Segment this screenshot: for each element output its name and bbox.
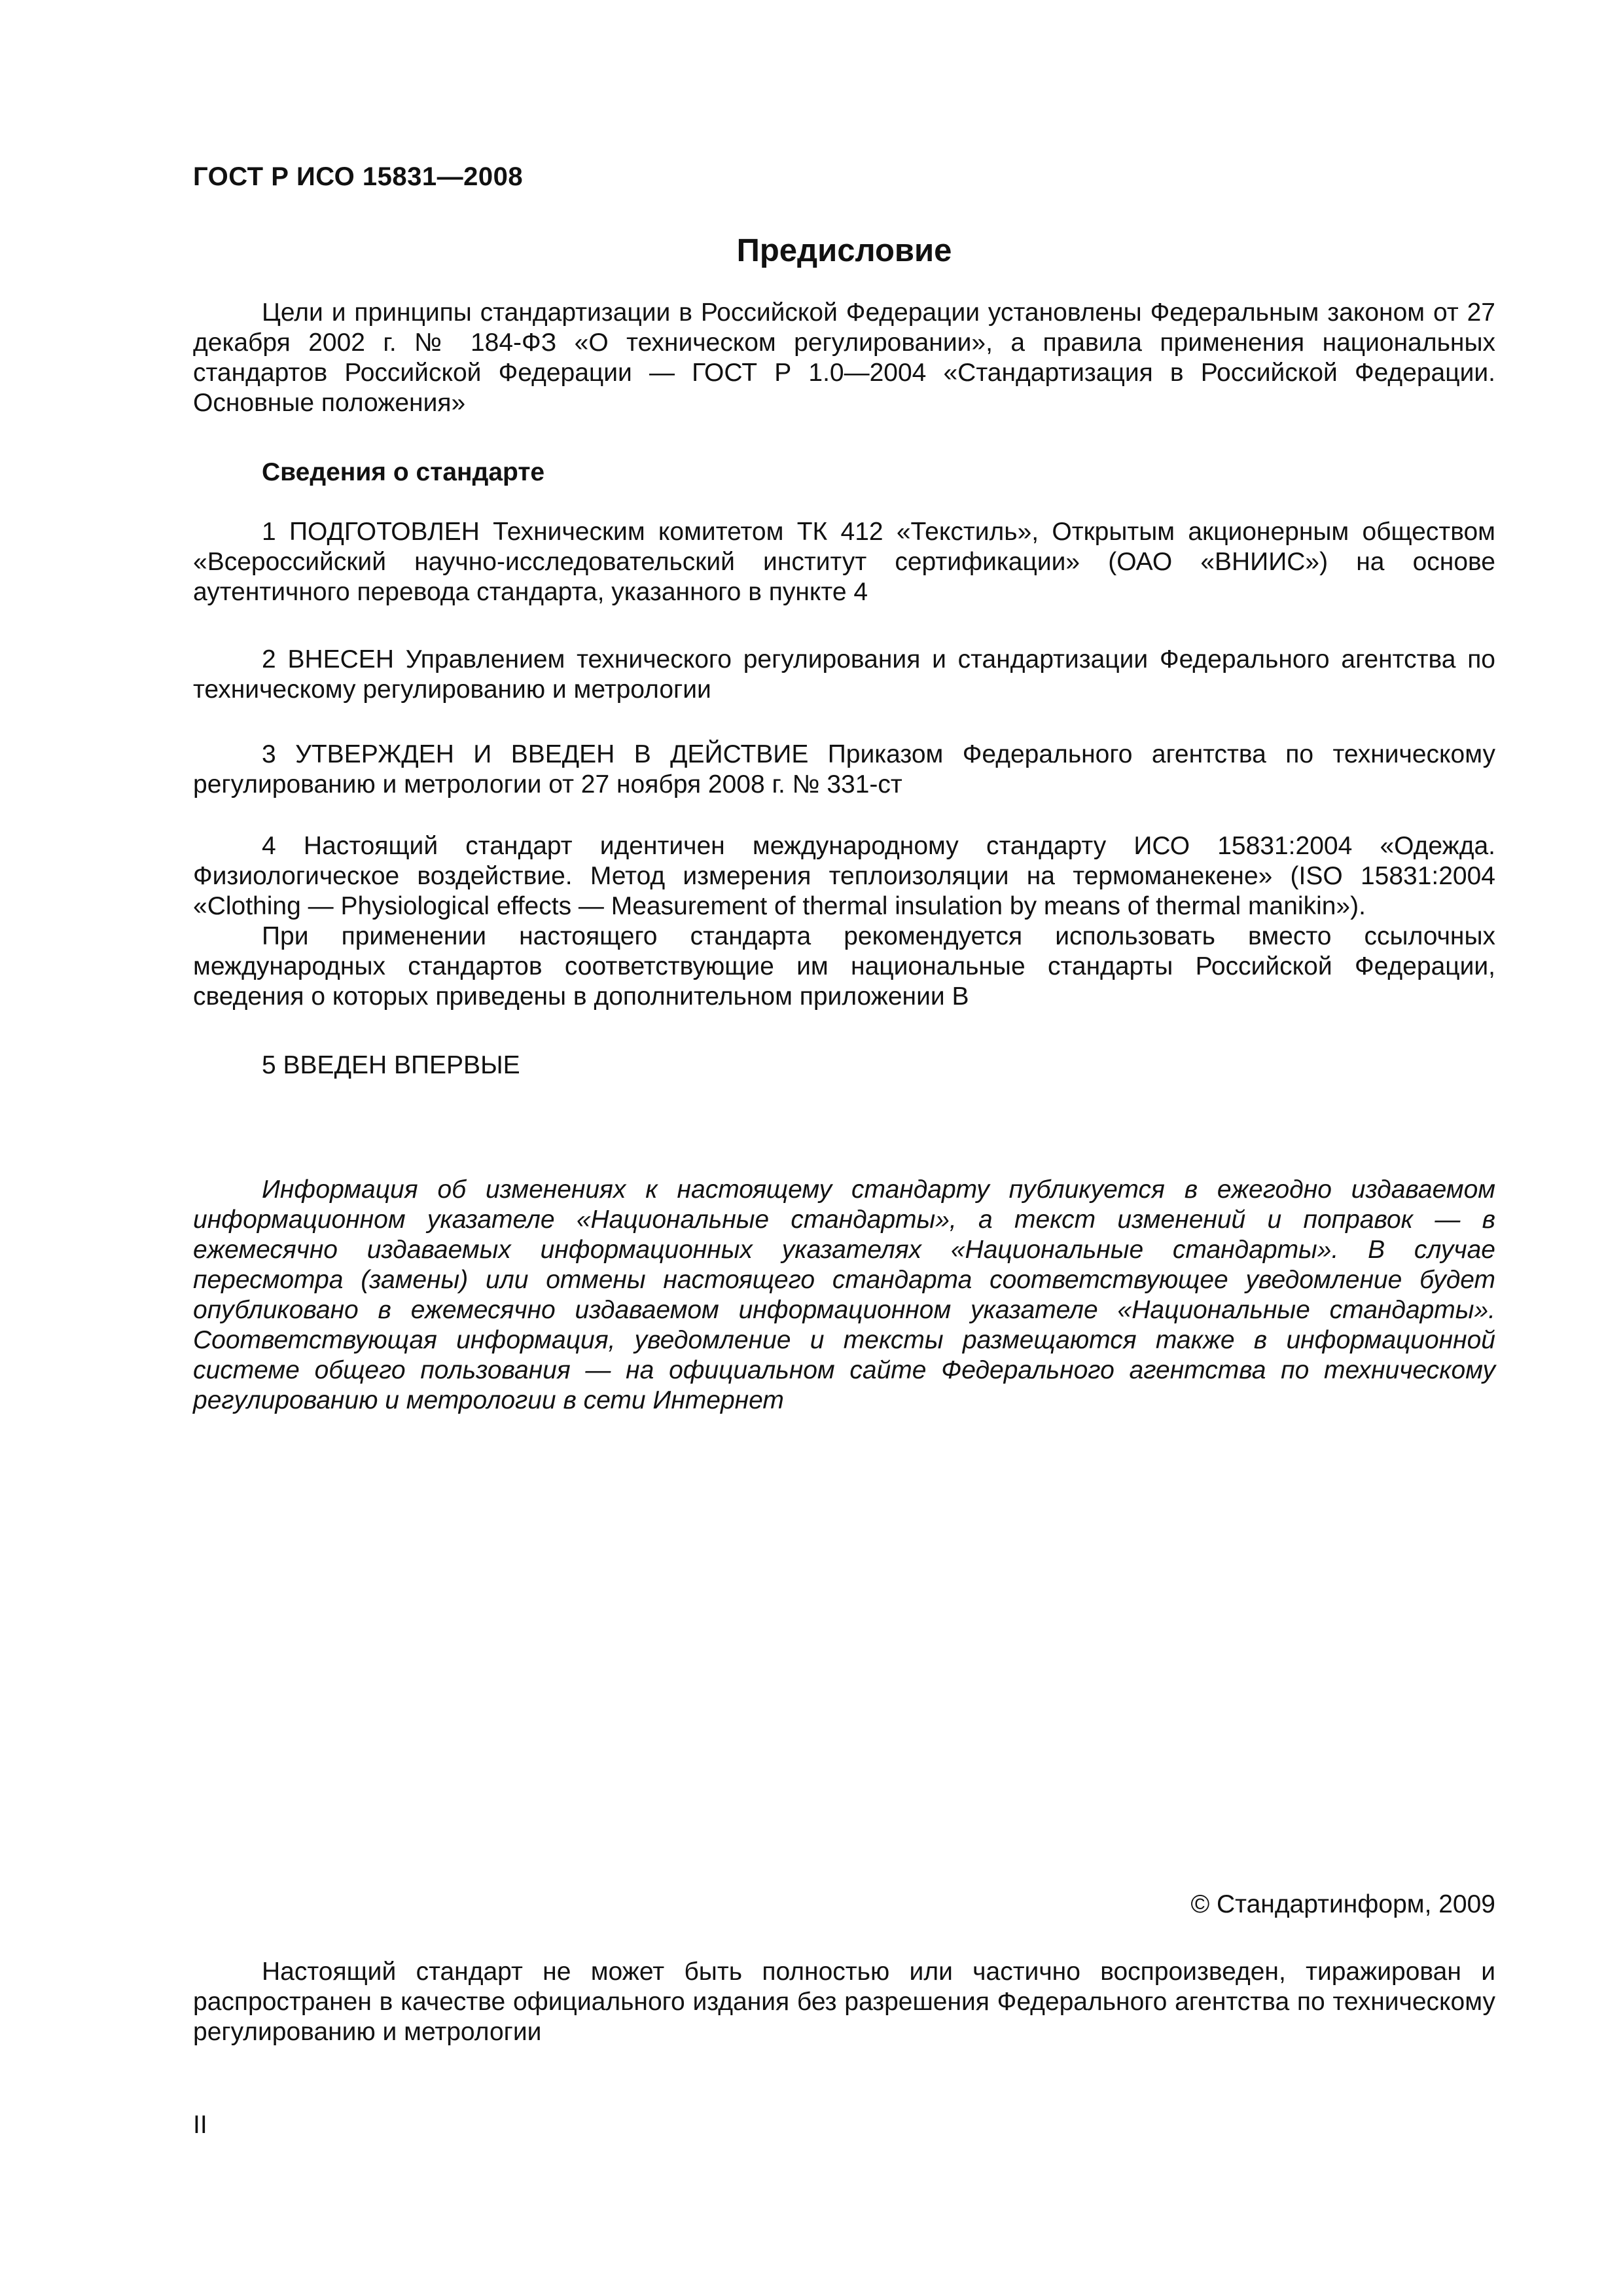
document-code: ГОСТ Р ИСО 15831—2008 — [193, 162, 524, 191]
item-5-block — [193, 1050, 1495, 1081]
reproduction-block — [193, 1957, 1495, 2047]
page-number: II — [193, 2111, 207, 2139]
notice-block — [193, 1175, 1495, 1416]
item-4-note-paragraph: При применении настоящего стандарта рекомендуется использовать вместо ссылочных международных стандартов соответствующие им национальные стандарты Российской Федерации, сведения о которых приведены в дополнительном приложении В — [193, 922, 1495, 1011]
notice-paragraph: Информация об изменениях к настоящему стандарту публикуется в ежегодно издаваемом информационном указателе «Национальные стандарты», а текст изменений и поправок — в ежемесячно издаваемых информационных указателях «Национальные стандарты». В случае пересмотра (замены) или отмены настоящего стандарта соответствующее уведомление будет опубликовано в ежемесячно издаваемом информационном указателе «Национальные стандарты». Соответствующая информация, уведомление и тексты размещаются также в информационной системе общего пользования — на официальном сайте Федерального агентства по техническому регулированию и метрологии в сети Интернет — [193, 1175, 1495, 1414]
item-4-block — [193, 831, 1495, 1012]
item-2-paragraph: 2 ВНЕСЕН Управлением технического регулирования и стандартизации Федерального агентства по техническому регулированию и метрологии — [193, 645, 1495, 704]
page-title: Предисловие — [736, 233, 952, 268]
reproduction-paragraph: Настоящий стандарт не может быть полностью или частично воспроизведен, тиражирован и распространен в качестве официального издания без разрешения Федерального агентства по техническому регулированию и метрологии — [193, 1958, 1495, 2046]
info-heading: Сведения о стандарте — [262, 458, 545, 486]
item-3-paragraph: 3 УТВЕРЖДЕН И ВВЕДЕН В ДЕЙСТВИЕ Приказом Федерального агентства по техническому регулированию и метрологии от 27 ноября 2008 г. № 331-ст — [193, 740, 1495, 798]
item-1-block — [193, 517, 1495, 607]
item-4-paragraph: 4 Настоящий стандарт идентичен международному стандарту ИСО 15831:2004 «Одежда. Физиологическое воздействие. Метод измерения теплоизоляции на термоманекене» (ISO 15831:2004 «Clothing — Physiological effects — Measurement of thermal insulation by means of thermal manikin»). — [193, 832, 1495, 920]
intro-paragraph: Цели и принципы стандартизации в Российской Федерации установлены Федеральным законом от 27 декабря 2002 г. № 184-ФЗ «О техническом регулировании», а правила применения национальных стандартов Российской Федерации — ГОСТ Р 1.0—2004 «Стандартизация в Российской Федерации. Основные положения» — [193, 298, 1495, 417]
item-1-paragraph: 1 ПОДГОТОВЛЕН Техническим комитетом ТК 412 «Текстиль», Открытым акционерным обществом «Всероссийский научно-исследовательский институт сертификации» (ОАО «ВНИИС») на основе аутентичного перевода стандарта, указанного в пункте 4 — [193, 518, 1495, 606]
intro-block — [193, 298, 1495, 418]
item-5-paragraph: 5 ВВЕДЕН ВПЕРВЫЕ — [262, 1051, 520, 1079]
item-3-block — [193, 740, 1495, 800]
item-2-block — [193, 645, 1495, 705]
copyright-line: © Стандартинформ, 2009 — [1190, 1890, 1495, 1918]
